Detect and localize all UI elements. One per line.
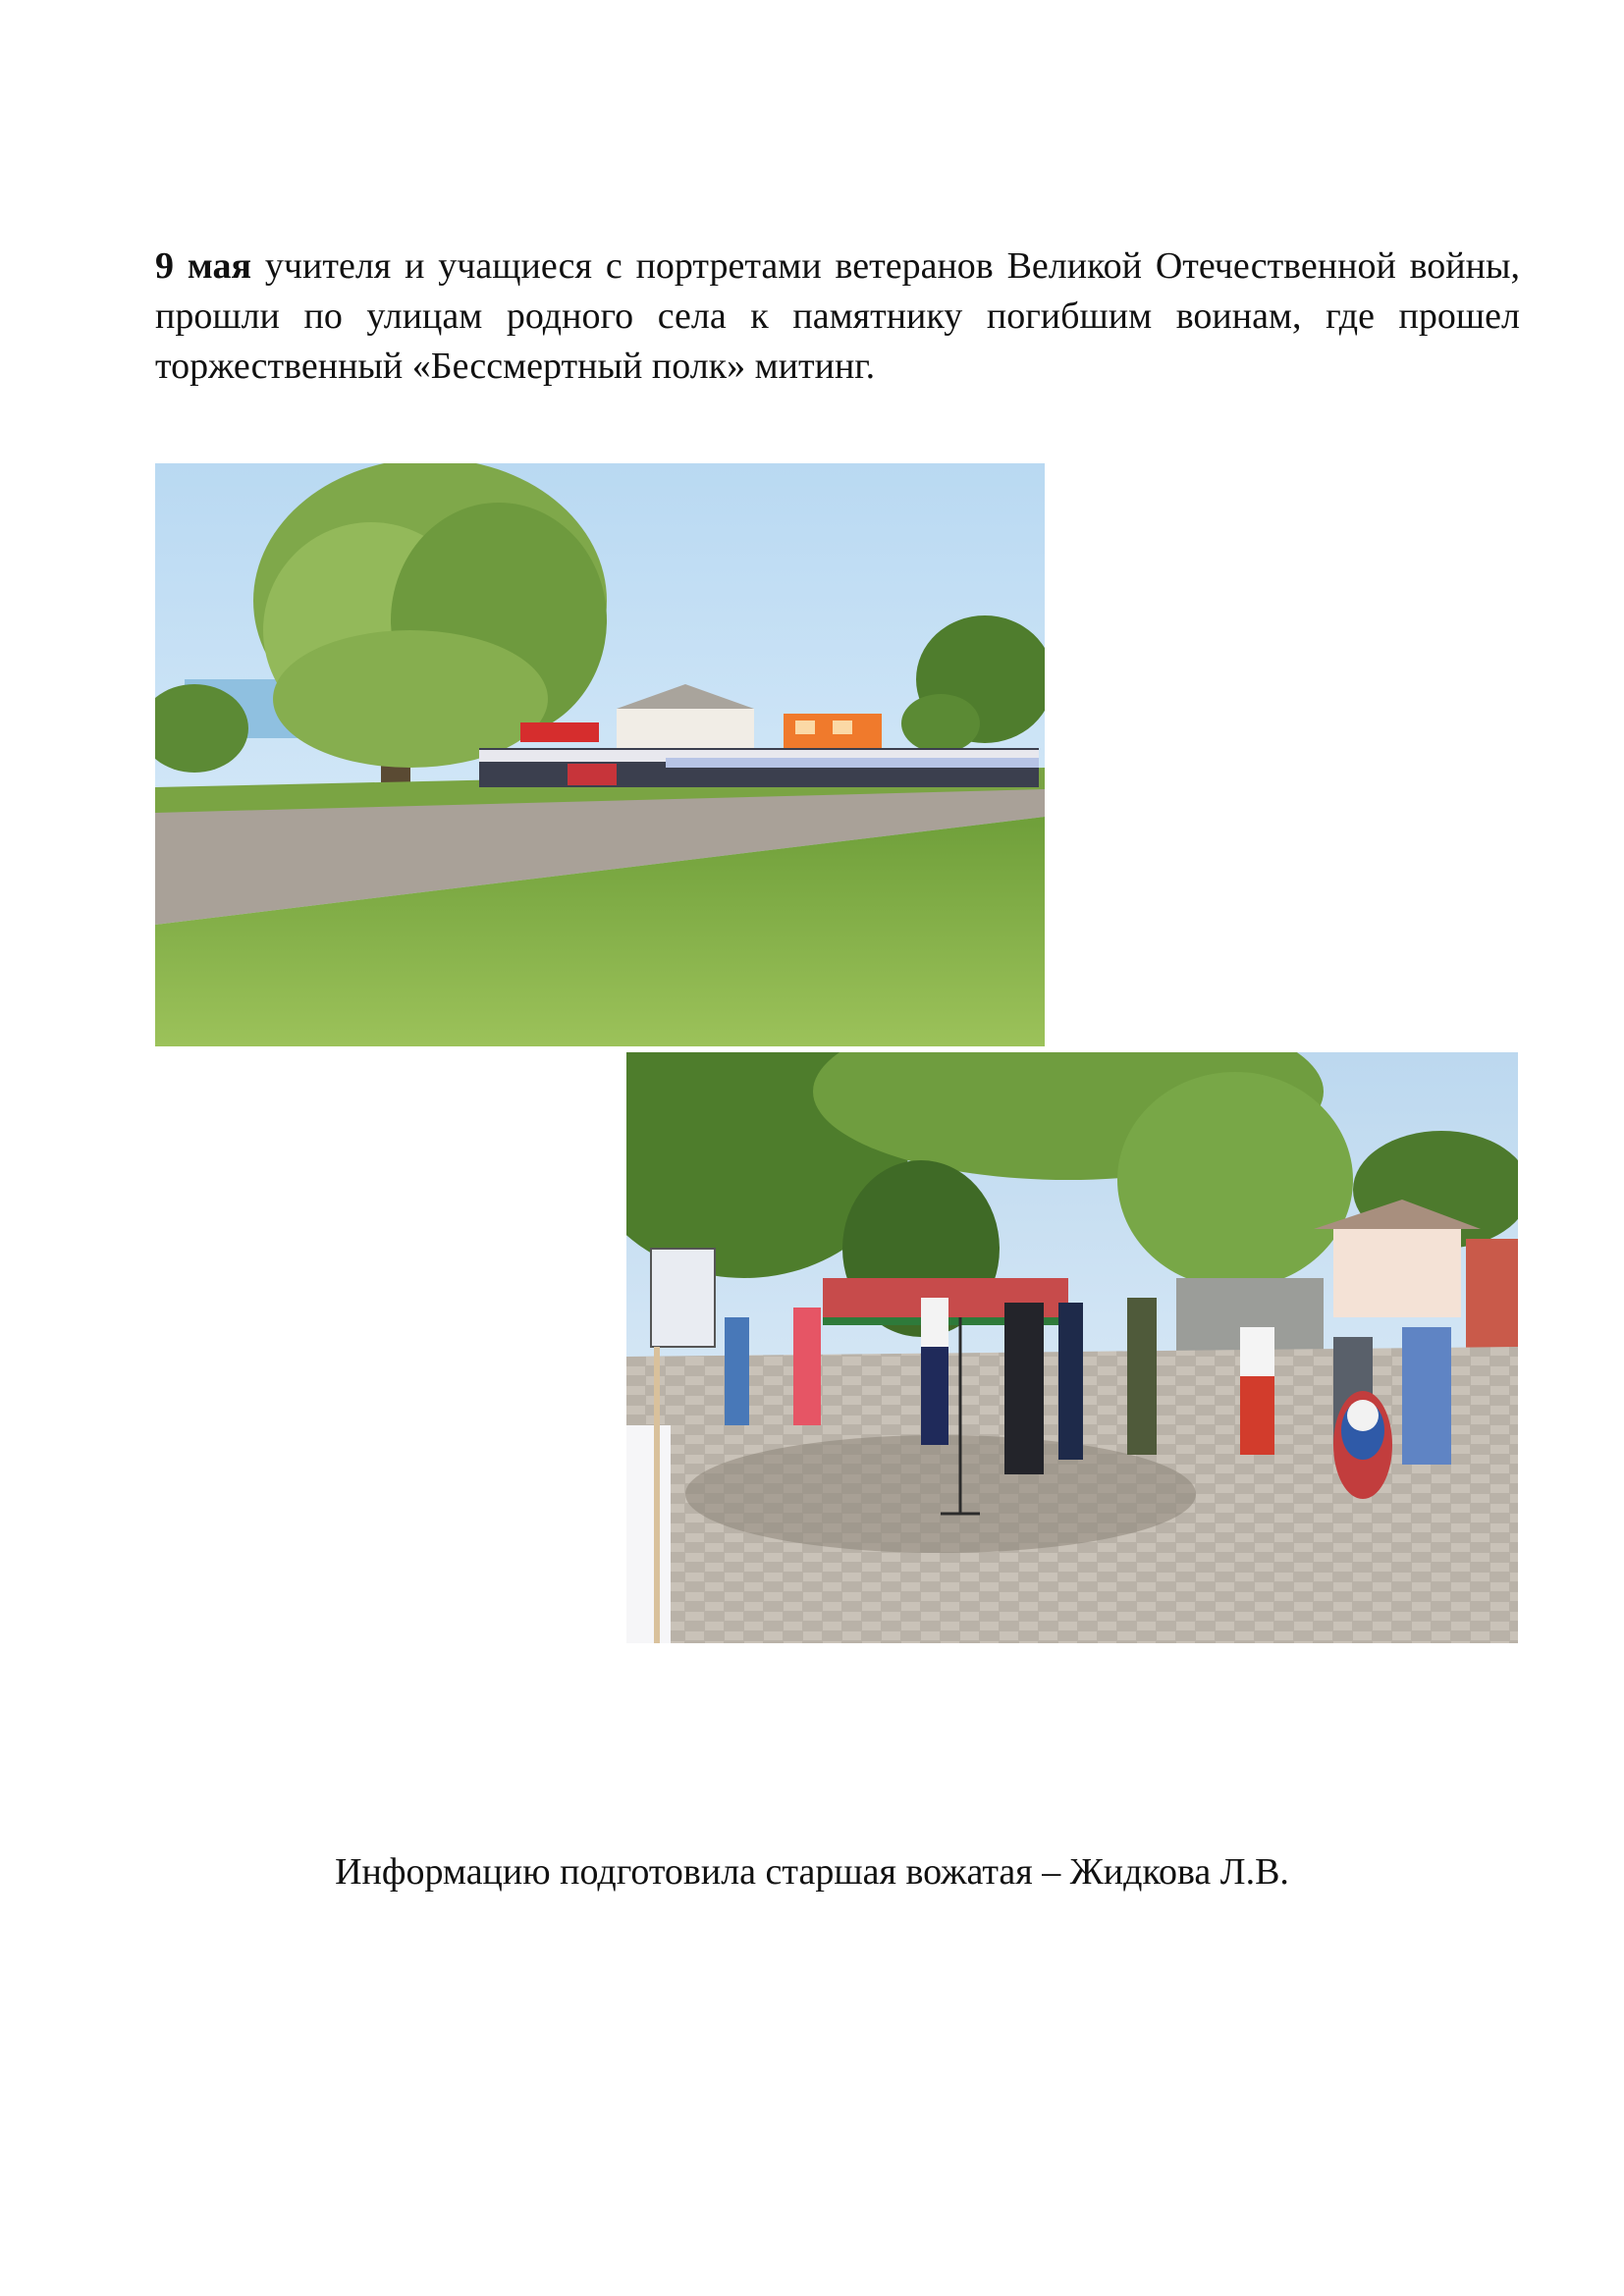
memorial-rally-photo-image — [626, 1052, 1518, 1643]
credit-line: Информацию подготовила старшая вожатая – Жидкова Л.В. — [335, 1851, 1289, 1893]
paragraph-body: учителя и учащиеся с портретами ветеранов Великой Отечественной войны, прошли по улицам родного села к памятнику погибшим воинам, где прошел торжественный «Бессмертный полк» митинг. — [155, 245, 1521, 387]
procession-photo-image — [155, 463, 1045, 1046]
date-lead: 9 мая — [155, 245, 252, 287]
procession-photo — [155, 463, 1045, 1046]
memorial-rally-photo — [626, 1052, 1518, 1643]
article-paragraph — [155, 241, 1520, 392]
